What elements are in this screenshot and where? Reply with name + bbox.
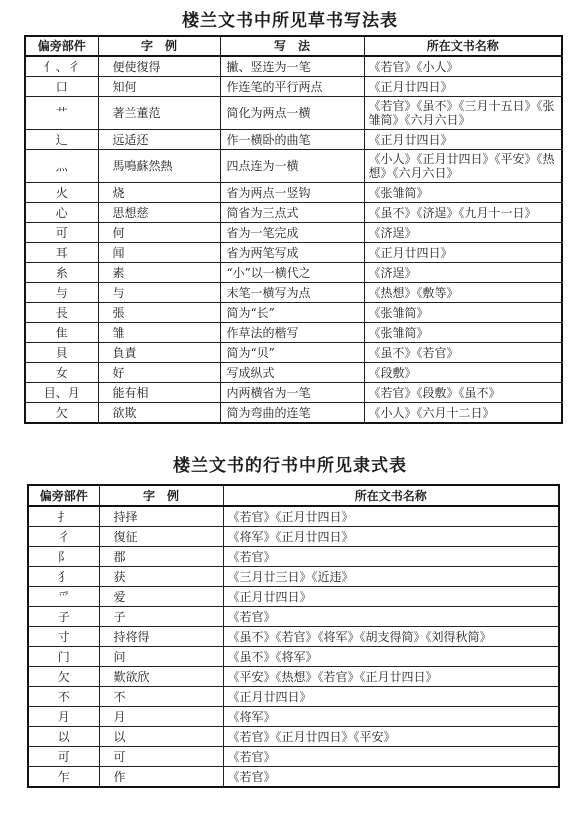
table-row (28, 547, 559, 567)
method-cell: 省为一笔完成 (220, 223, 364, 243)
examples-cell: 馬鳴蘇然熱 (98, 150, 220, 183)
documents-cell: 《平安》《热想》《若官》《正月廿四日》 (223, 667, 559, 687)
examples-cell: 思想慈 (98, 203, 220, 223)
examples-cell: 可 (99, 747, 223, 767)
table-row (25, 323, 562, 343)
cursive-script-table (24, 35, 563, 424)
examples-cell: 与 (98, 283, 220, 303)
documents-cell: 《小人》《六月十二日》 (364, 403, 562, 424)
documents-cell: 《虽不》《济逞》《九月十一日》 (364, 203, 562, 223)
radical-cell: 犭 (28, 567, 99, 587)
documents-cell: 《若官》 (223, 747, 559, 767)
examples-cell: 郡 (99, 547, 223, 567)
table2-header-documents: 所在文书名称 (223, 485, 559, 506)
documents-cell: 《三月廿三日》《近违》 (223, 567, 559, 587)
method-cell: 作连笔的平行两点 (220, 77, 364, 97)
table-row (25, 343, 562, 363)
table1-header-row (25, 36, 562, 56)
radical-cell: 糸 (25, 263, 98, 283)
table-row (28, 727, 559, 747)
radical-cell: 与 (25, 283, 98, 303)
examples-cell: 歎欲欣 (99, 667, 223, 687)
examples-cell: 持择 (99, 506, 223, 527)
method-cell: 撇、竖连为一笔 (220, 56, 364, 77)
table2-header-radical: 偏旁部件 (28, 485, 99, 506)
documents-cell: 《小人》《正月廿四日》《平安》《热想》《六月六日》 (364, 150, 562, 183)
table-row (25, 150, 562, 183)
method-cell: 简为“贝” (220, 343, 364, 363)
table-row (28, 587, 559, 607)
radical-cell: 長 (25, 303, 98, 323)
examples-cell: 作 (99, 767, 223, 788)
radical-cell: 心 (25, 203, 98, 223)
radical-cell: 月 (28, 707, 99, 727)
method-cell: 内两横省为一笔 (220, 383, 364, 403)
radical-cell: 扌 (28, 506, 99, 527)
examples-cell: 烧 (98, 183, 220, 203)
radical-cell: 乍 (28, 767, 99, 788)
method-cell: 省为两点一竖钩 (220, 183, 364, 203)
table-row (25, 383, 562, 403)
documents-cell: 《若官》《正月廿四日》 (223, 506, 559, 527)
method-cell: 简为弯曲的连笔 (220, 403, 364, 424)
documents-cell: 《虽不》《若官》《将军》《胡支得简》《刘得秋简》 (223, 627, 559, 647)
documents-cell: 《虽不》《若官》 (364, 343, 562, 363)
table1-header-examples: 字 例 (98, 36, 220, 56)
radical-cell: 灬 (25, 150, 98, 183)
table-row (25, 303, 562, 323)
method-cell: 简省为三点式 (220, 203, 364, 223)
table-row (25, 263, 562, 283)
documents-cell: 《正月廿四日》 (364, 243, 562, 263)
table-row (25, 403, 562, 424)
table-row (28, 767, 559, 788)
clerical-style-table (27, 484, 560, 788)
method-cell: 四点连为一横 (220, 150, 364, 183)
method-cell: 简化为两点一横 (220, 97, 364, 130)
documents-cell: 《正月廿四日》 (364, 77, 562, 97)
documents-cell: 《段敷》 (364, 363, 562, 383)
table-row (28, 667, 559, 687)
method-cell: 作草法的楷写 (220, 323, 364, 343)
radical-cell: 艹 (25, 97, 98, 130)
examples-cell: 素 (98, 263, 220, 283)
method-cell: 写成纵式 (220, 363, 364, 383)
table-row (28, 707, 559, 727)
table2-header-examples: 字 例 (99, 485, 223, 506)
table-row (28, 747, 559, 767)
method-cell: 作一横卧的曲笔 (220, 130, 364, 150)
radical-cell: 不 (28, 687, 99, 707)
table1-header-method: 写 法 (220, 36, 364, 56)
radical-cell: 欠 (28, 667, 99, 687)
radical-cell: 口 (25, 77, 98, 97)
examples-cell: 获 (99, 567, 223, 587)
radical-cell: 爫 (28, 587, 99, 607)
method-cell: 简为“长” (220, 303, 364, 323)
radical-cell: 目、月 (25, 383, 98, 403)
table-row (28, 627, 559, 647)
table-row (28, 647, 559, 667)
examples-cell: 以 (99, 727, 223, 747)
radical-cell: 寸 (28, 627, 99, 647)
documents-cell: 《若官》 (223, 547, 559, 567)
radical-cell: 欠 (25, 403, 98, 424)
table-row (25, 56, 562, 77)
examples-cell: 不 (99, 687, 223, 707)
table1-header-documents: 所在文书名称 (364, 36, 562, 56)
examples-cell: 子 (99, 607, 223, 627)
method-cell: “小”以一横代之 (220, 263, 364, 283)
radical-cell: 辶 (25, 130, 98, 150)
table-row (25, 97, 562, 130)
table2-header-row (28, 485, 559, 506)
table-row (28, 607, 559, 627)
table-row (25, 363, 562, 383)
examples-cell: 張 (98, 303, 220, 323)
radical-cell: 耳 (25, 243, 98, 263)
examples-cell: 远适还 (98, 130, 220, 150)
radical-cell: 彳 (28, 527, 99, 547)
method-cell: 末笔一横写为点 (220, 283, 364, 303)
examples-cell: 知何 (98, 77, 220, 97)
documents-cell: 《若官》《虽不》《三月十五日》《张雏简》《六月六日》 (364, 97, 562, 130)
method-cell: 省为两笔写成 (220, 243, 364, 263)
documents-cell: 《虽不》《将军》 (223, 647, 559, 667)
documents-cell: 《若官》《小人》 (364, 56, 562, 77)
table2-title: 楼兰文书的行书中所见隶式表 (173, 456, 407, 476)
table-row (25, 203, 562, 223)
table-row (28, 506, 559, 527)
documents-cell: 《张雏简》 (364, 303, 562, 323)
table-row (28, 527, 559, 547)
table1-header-radical: 偏旁部件 (25, 36, 98, 56)
radical-cell: 以 (28, 727, 99, 747)
examples-cell: 月 (99, 707, 223, 727)
radical-cell: 貝 (25, 343, 98, 363)
documents-cell: 《将军》《正月廿四日》 (223, 527, 559, 547)
documents-cell: 《张雏简》 (364, 323, 562, 343)
radical-cell: 阝 (28, 547, 99, 567)
examples-cell: 雏 (98, 323, 220, 343)
documents-cell: 《热想》《敷等》 (364, 283, 562, 303)
documents-cell: 《正月廿四日》 (223, 687, 559, 707)
table-row (28, 567, 559, 587)
examples-cell: 问 (99, 647, 223, 667)
documents-cell: 《济逞》 (364, 263, 562, 283)
documents-cell: 《若官》《段敷》《虽不》 (364, 383, 562, 403)
documents-cell: 《正月廿四日》 (223, 587, 559, 607)
documents-cell: 《若官》 (223, 607, 559, 627)
examples-cell: 欲欺 (98, 403, 220, 424)
examples-cell: 何 (98, 223, 220, 243)
radical-cell: 隹 (25, 323, 98, 343)
radical-cell: 子 (28, 607, 99, 627)
table-row (25, 243, 562, 263)
table-row (25, 130, 562, 150)
radical-cell: 火 (25, 183, 98, 203)
examples-cell: 復征 (99, 527, 223, 547)
examples-cell: 爱 (99, 587, 223, 607)
table-row (28, 687, 559, 707)
examples-cell: 闻 (98, 243, 220, 263)
radical-cell: 可 (28, 747, 99, 767)
documents-cell: 《张雏简》 (364, 183, 562, 203)
documents-cell: 《济逞》 (364, 223, 562, 243)
table1-title: 楼兰文书中所见草书写法表 (182, 11, 398, 31)
table-row (25, 283, 562, 303)
radical-cell: 亻、彳 (25, 56, 98, 77)
examples-cell: 負責 (98, 343, 220, 363)
examples-cell: 好 (98, 363, 220, 383)
examples-cell: 持将得 (99, 627, 223, 647)
examples-cell: 能有相 (98, 383, 220, 403)
examples-cell: 便使復得 (98, 56, 220, 77)
documents-cell: 《将军》 (223, 707, 559, 727)
table-row (25, 223, 562, 243)
documents-cell: 《若官》 (223, 767, 559, 788)
table-row (25, 183, 562, 203)
table-row (25, 77, 562, 97)
documents-cell: 《若官》《正月廿四日》《平安》 (223, 727, 559, 747)
documents-cell: 《正月廿四日》 (364, 130, 562, 150)
radical-cell: 可 (25, 223, 98, 243)
radical-cell: 女 (25, 363, 98, 383)
examples-cell: 著兰董范 (98, 97, 220, 130)
radical-cell: 门 (28, 647, 99, 667)
